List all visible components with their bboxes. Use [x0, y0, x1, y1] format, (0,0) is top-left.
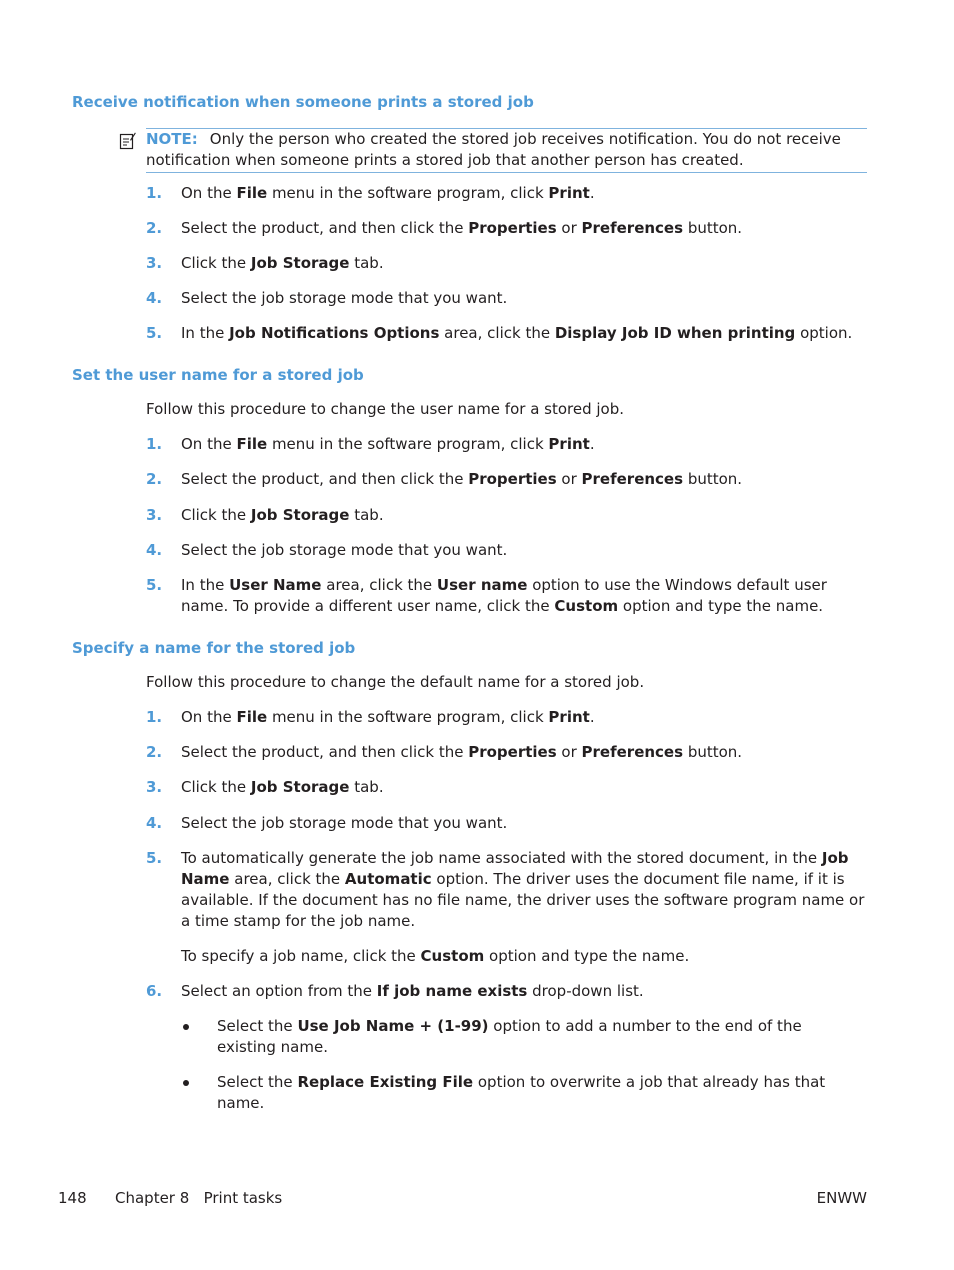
- section-heading-set-user-name: Set the user name for a stored job: [72, 366, 364, 384]
- step-number: 1.: [146, 184, 163, 202]
- step-text: On the File menu in the software program, click Print.: [181, 708, 595, 726]
- step-text: In the User Name area, click the User name option to use the Windows default user name. To provide a different user name, click the Custom option and type the name.: [181, 576, 827, 615]
- step-number: 4.: [146, 541, 163, 559]
- step-number: 3.: [146, 254, 163, 272]
- bullet-text: Select the Use Job Name + (1-99) option to add a number to the end of the existing name.: [217, 1017, 802, 1056]
- step-number: 5.: [146, 849, 163, 867]
- chapter-title: Chapter 8 Print tasks: [115, 1189, 283, 1207]
- step-number: 3.: [146, 506, 163, 524]
- section-intro: Follow this procedure to change the default name for a stored job.: [146, 673, 645, 691]
- step-number: 2.: [146, 470, 163, 488]
- step-number: 3.: [146, 778, 163, 796]
- step-text: Click the Job Storage tab.: [181, 506, 384, 524]
- note-label: NOTE:: [146, 130, 198, 148]
- step-text: On the File menu in the software program, click Print.: [181, 435, 595, 453]
- step-number: 2.: [146, 219, 163, 237]
- step-text: Click the Job Storage tab.: [181, 254, 384, 272]
- step-text: Select the product, and then click the Properties or Preferences button.: [181, 470, 743, 488]
- footer-right-label: ENWW: [816, 1189, 867, 1207]
- note-text: Only the person who created the stored job receives notification. You do not receive notification when someone prints a stored job that another person has created.: [146, 130, 841, 169]
- bullet-icon: [183, 1024, 189, 1030]
- step-number: 4.: [146, 289, 163, 307]
- step-number: 2.: [146, 743, 163, 761]
- section-heading-specify-name: Specify a name for the stored job: [72, 639, 356, 657]
- section-heading-receive-notification: Receive notification when someone prints a stored job: [72, 93, 534, 111]
- page-number: 148: [58, 1189, 87, 1207]
- step-extra-text: To specify a job name, click the Custom option and type the name.: [181, 947, 690, 965]
- step-number: 6.: [146, 982, 163, 1000]
- bullet-text: Select the Replace Existing File option to overwrite a job that already has that name.: [217, 1073, 826, 1112]
- step-text: To automatically generate the job name associated with the stored document, in the Job Name area, click the Automatic option. The driver uses the document file name, if it is available. If the document has no file name, the driver uses the software program name or a time stamp for the job name.: [181, 849, 865, 930]
- step-text: Select the job storage mode that you want.: [181, 541, 508, 559]
- step-text: Select an option from the If job name exists drop-down list.: [181, 982, 644, 1000]
- bullet-icon: [183, 1080, 189, 1086]
- step-text: Select the job storage mode that you want.: [181, 814, 508, 832]
- step-number: 5.: [146, 576, 163, 594]
- step-text: Click the Job Storage tab.: [181, 778, 384, 796]
- step-text: On the File menu in the software program, click Print.: [181, 184, 595, 202]
- step-number: 1.: [146, 435, 163, 453]
- step-text: Select the product, and then click the Properties or Preferences button.: [181, 743, 743, 761]
- step-text: In the Job Notifications Options area, click the Display Job ID when printing option.: [181, 324, 853, 342]
- section-intro: Follow this procedure to change the user name for a stored job.: [146, 400, 625, 418]
- note-box: [146, 128, 867, 173]
- step-text: Select the product, and then click the Properties or Preferences button.: [181, 219, 743, 237]
- note-icon: [119, 131, 136, 150]
- step-text: Select the job storage mode that you want.: [181, 289, 508, 307]
- step-number: 5.: [146, 324, 163, 342]
- step-number: 4.: [146, 814, 163, 832]
- step-number: 1.: [146, 708, 163, 726]
